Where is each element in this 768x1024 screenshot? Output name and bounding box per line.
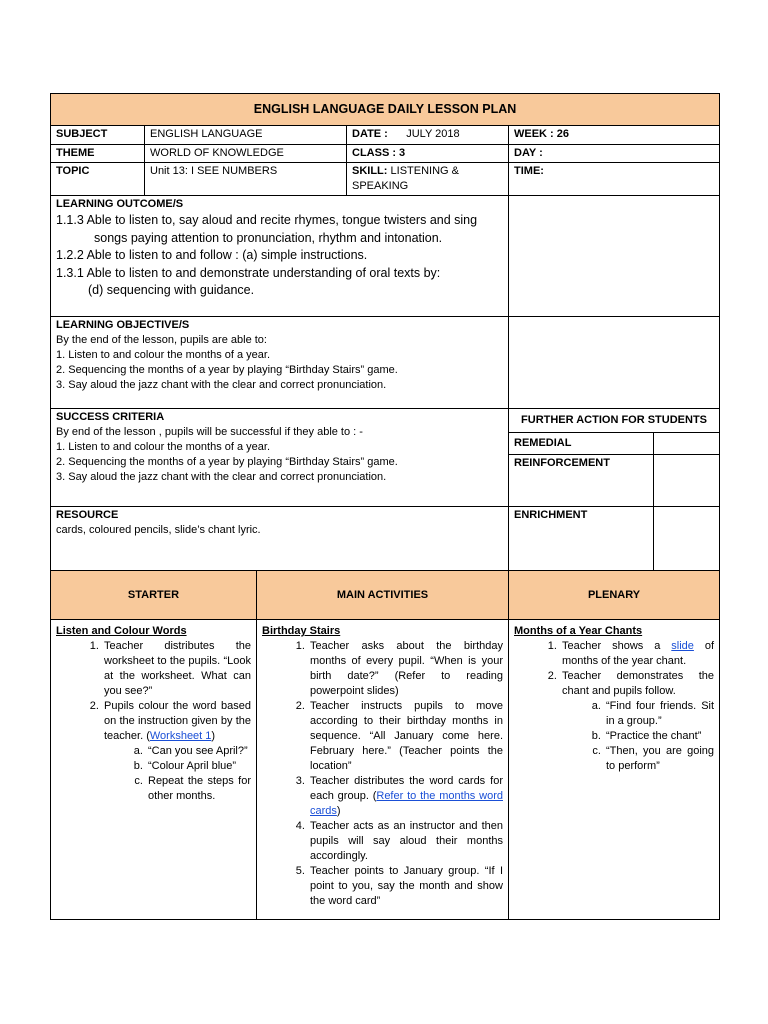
document-title: ENGLISH LANGUAGE DAILY LESSON PLAN — [51, 94, 720, 126]
remedial-label: REMEDIAL — [509, 433, 654, 455]
skill-value: LISTENING & SPEAKING — [352, 165, 459, 192]
resource-heading: RESOURCE — [56, 509, 119, 521]
theme-value: WORLD OF KNOWLEDGE — [145, 145, 347, 163]
objective-item-2: 2. Sequencing the months of a year by playing “Birthday Stairs” game. — [56, 364, 398, 376]
starter-substep-a — [146, 744, 251, 759]
main-step-3-close: ) — [336, 805, 341, 817]
date-cell — [347, 126, 509, 145]
chant-slide-link[interactable]: slide — [671, 640, 694, 652]
starter-step-1 — [102, 639, 251, 699]
reinforcement-label: REINFORCEMENT — [509, 455, 654, 507]
starter-step-2 — [102, 699, 251, 804]
starter-substep-c-text: Repeat the steps for other months. — [148, 775, 251, 802]
starter-substep-c — [146, 774, 251, 804]
starter-cell — [51, 620, 257, 920]
plenary-substep-a-text: “Find four friends. Sit in a group.” — [606, 700, 715, 727]
starter-substep-b — [146, 759, 251, 774]
main-step-1 — [308, 639, 503, 699]
lesson-plan-table — [50, 93, 720, 920]
plenary-substep-b-text: “Practice the chant” — [606, 730, 702, 742]
criteria-item-2: 2. Sequencing the months of a year by playing “Birthday Stairs” game. — [56, 456, 398, 468]
plenary-header: PLENARY — [509, 571, 720, 620]
success-criteria-heading: SUCCESS CRITERIA — [56, 411, 165, 423]
worksheet-1-link[interactable]: Worksheet 1 — [149, 730, 212, 742]
success-criteria-cell — [51, 409, 509, 507]
class-cell: CLASS : 3 — [347, 145, 509, 163]
plenary-substep-c — [604, 744, 714, 774]
time-cell: TIME: — [509, 163, 720, 196]
outcome-line-1: 1.1.3 Able to listen to, say aloud and recite rhymes, tongue twisters and sing — [56, 213, 478, 227]
outcome-line-4: 1.3.1 Able to listen to and demonstrate understanding of oral texts by: — [56, 265, 441, 280]
main-step-2 — [308, 699, 503, 774]
week-cell: WEEK : 26 — [509, 126, 720, 145]
starter-header: STARTER — [51, 571, 257, 620]
main-step-1-text: Teacher asks about the birthday months of every pupil. “When is your birth date?” (Refer to reading powerpoint slides) — [310, 640, 503, 697]
learning-outcomes-heading: LEARNING OUTCOME/S — [56, 198, 184, 210]
starter-substep-b-text: “Colour April blue” — [148, 760, 237, 772]
main-title: Birthday Stairs — [262, 625, 341, 637]
remedial-value — [654, 433, 720, 455]
date-value: JULY 2018 — [406, 128, 460, 140]
starter-substeps — [104, 744, 251, 804]
further-action-heading: FURTHER ACTION FOR STUDENTS — [509, 409, 720, 433]
learning-outcomes-cell — [51, 196, 509, 317]
starter-title: Listen and Colour Words — [56, 625, 187, 637]
subject-label: SUBJECT — [51, 126, 145, 145]
outcomes-side-cell — [509, 196, 720, 317]
criteria-item-3: 3. Say aloud the jazz chant with the clear and correct pronunciation. — [56, 471, 387, 483]
plenary-substep-b — [604, 729, 714, 744]
main-step-4-text: Teacher acts as an instructor and then pupils will say aloud their months accordingly. — [310, 820, 503, 862]
date-label: DATE : — [352, 128, 388, 140]
plenary-substep-c-text: “Then, you are going to perform” — [606, 745, 715, 772]
plenary-substep-a — [604, 699, 714, 729]
main-step-5-text: Teacher points to January group. “If I point to you, say the month and show the word card” — [310, 865, 503, 907]
main-steps — [262, 639, 503, 909]
plenary-step-1 — [560, 639, 714, 669]
starter-step-2-close: ) — [211, 730, 216, 742]
plenary-cell — [509, 620, 720, 920]
criteria-item-1: 1. Listen to and colour the months of a year. — [56, 441, 271, 453]
plenary-steps — [514, 639, 714, 774]
months-word-cards-link[interactable]: Refer to the months word cards — [310, 790, 503, 817]
learning-objectives-cell — [51, 317, 509, 409]
day-cell: DAY : — [509, 145, 720, 163]
outcome-line-5: (d) sequencing with guidance. — [88, 283, 255, 297]
reinforcement-value — [654, 455, 720, 507]
plenary-title: Months of a Year Chants — [514, 625, 643, 637]
plenary-step-2-text: Teacher demonstrates the chant and pupils follow. — [562, 670, 715, 697]
criteria-intro: By end of the lesson , pupils will be successful if they able to : - — [56, 426, 363, 438]
topic-label: TOPIC — [51, 163, 145, 196]
objective-item-1: 1. Listen to and colour the months of a year. — [56, 349, 271, 361]
resource-text: cards, coloured pencils, slide’s chant lyric. — [56, 524, 261, 536]
outcome-line-2: songs paying attention to pronunciation, rhythm and intonation. — [94, 230, 443, 245]
objective-item-3: 3. Say aloud the jazz chant with the clear and correct pronunciation. — [56, 379, 387, 391]
plenary-step-2 — [560, 669, 714, 774]
learning-objectives-heading: LEARNING OBJECTIVE/S — [56, 319, 190, 331]
enrichment-label: ENRICHMENT — [509, 507, 654, 571]
resource-cell — [51, 507, 509, 571]
theme-label: THEME — [51, 145, 145, 163]
main-step-5 — [308, 864, 503, 909]
plenary-step-1-close: of months of the year chant. — [562, 640, 715, 667]
main-step-2-text: Teacher instructs pupils to move according to their birthday months in sequence. “All January come here. February here.” (Teacher points the location” — [310, 700, 503, 772]
lesson-plan — [50, 93, 719, 920]
main-step-4 — [308, 819, 503, 864]
starter-step-1-text: Teacher distributes the worksheet to the pupils. “Look at the worksheet. What can you see?” — [104, 640, 251, 697]
subject-value: ENGLISH LANGUAGE — [145, 126, 347, 145]
objectives-side-cell — [509, 317, 720, 409]
starter-steps — [56, 639, 251, 804]
objectives-intro: By the end of the lesson, pupils are able to: — [56, 334, 267, 346]
skill-cell — [347, 163, 509, 196]
main-step-3-text: Teacher distributes the word cards for each group. ( — [310, 775, 503, 802]
main-step-3 — [308, 774, 503, 819]
starter-substep-a-text: “Can you see April?” — [148, 745, 248, 757]
starter-step-2-text: Pupils colour the word based on the instruction given by the teacher. ( — [104, 700, 251, 742]
outcome-line-3: 1.2.2 Able to listen to and follow : (a) simple instructions. — [56, 248, 368, 262]
enrichment-value — [654, 507, 720, 571]
main-activities-header: MAIN ACTIVITIES — [257, 571, 509, 620]
main-activities-cell — [257, 620, 509, 920]
topic-value: Unit 13: I SEE NUMBERS — [145, 163, 347, 196]
plenary-substeps — [562, 699, 714, 774]
skill-label: SKILL: — [352, 165, 388, 177]
plenary-step-1-text: Teacher shows a — [562, 640, 672, 652]
